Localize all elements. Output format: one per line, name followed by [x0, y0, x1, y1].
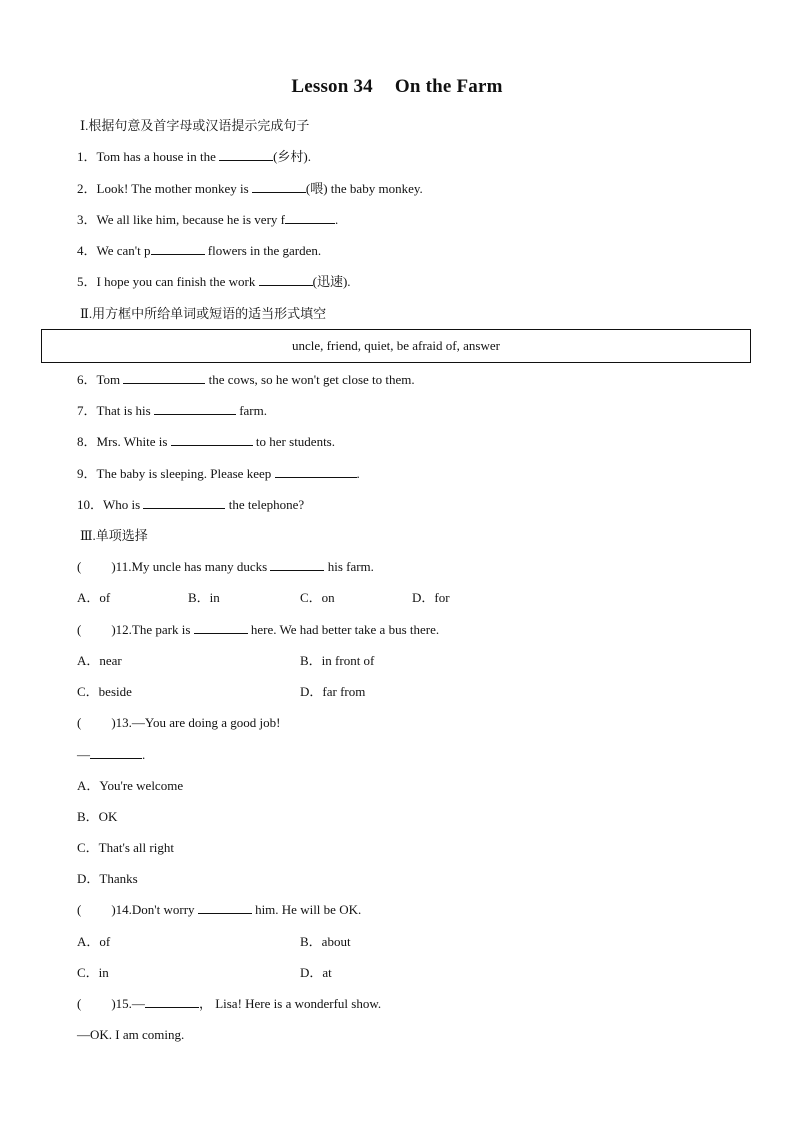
answer-blank[interactable]: [219, 148, 273, 161]
question-4: 4．We can't p flowers in the garden.: [77, 243, 322, 258]
word-box-text: uncle, friend, quiet, be afraid of, answer: [292, 338, 500, 353]
lesson-name: On the Farm: [394, 76, 503, 97]
option-b[interactable]: B．OK: [77, 809, 118, 824]
question-10: 10．Who is the telephone?: [77, 497, 305, 512]
answer-blank[interactable]: [90, 746, 142, 759]
section1-heading: Ⅰ.根据句意及首字母或汉语提示完成句子: [80, 118, 310, 133]
answer-blank[interactable]: [270, 558, 324, 571]
answer-blank[interactable]: [285, 211, 335, 224]
option-c[interactable]: C．beside: [77, 684, 132, 699]
question-1: 1．Tom has a house in the (乡村).: [77, 149, 312, 164]
lesson-number: Lesson 34: [291, 76, 373, 97]
question-2: 2．Look! The mother monkey is (喂) the baby monkey.: [77, 181, 423, 196]
section3-heading: Ⅲ.单项选择: [80, 528, 148, 543]
question-13-reply: — .: [77, 747, 146, 762]
option-d[interactable]: D．for: [412, 590, 450, 605]
option-a[interactable]: A．of: [77, 934, 111, 949]
section2-heading: Ⅱ.用方框中所给单词或短语的适当形式填空: [80, 306, 327, 321]
answer-blank[interactable]: [171, 433, 253, 446]
answer-blank[interactable]: [145, 995, 199, 1008]
answer-blank[interactable]: [198, 901, 252, 914]
answer-blank[interactable]: [143, 496, 225, 509]
option-d[interactable]: D．far from: [300, 684, 366, 699]
option-a[interactable]: A．You're welcome: [77, 778, 184, 793]
option-b[interactable]: B．in front of: [300, 653, 375, 668]
option-c[interactable]: C．on: [300, 590, 335, 605]
question-13: ( )13.—You are doing a good job!: [77, 715, 281, 730]
question-14: ( )14.Don't worry him. He will be OK.: [77, 902, 362, 917]
page-title: [0, 76, 794, 98]
option-c[interactable]: C．in: [77, 965, 109, 980]
option-a[interactable]: A．of: [77, 590, 111, 605]
question-8: 8．Mrs. White is to her students.: [77, 434, 335, 449]
option-b[interactable]: B．in: [188, 590, 220, 605]
question-5: 5．I hope you can finish the work (迅速).: [77, 274, 351, 289]
option-b[interactable]: B．about: [300, 934, 351, 949]
question-12: ( )12.The park is here. We had better take a bus there.: [77, 622, 440, 637]
answer-blank[interactable]: [194, 621, 248, 634]
answer-blank[interactable]: [123, 371, 205, 384]
option-a[interactable]: A．near: [77, 653, 122, 668]
word-box: [41, 329, 751, 363]
question-15: ( )15.— ， Lisa! Here is a wonderful show.: [77, 996, 382, 1011]
answer-blank[interactable]: [275, 465, 357, 478]
question-7: 7．That is his farm.: [77, 403, 267, 418]
question-6: 6．Tom the cows, so he won't get close to them.: [77, 372, 415, 387]
question-15-reply: —OK. I am coming.: [77, 1027, 185, 1042]
answer-blank[interactable]: [154, 402, 236, 415]
question-11: ( )11.My uncle has many ducks his farm.: [77, 559, 374, 574]
question-3: 3．We all like him, because he is very f .: [77, 212, 339, 227]
question-9: 9．The baby is sleeping. Please keep .: [77, 466, 360, 481]
option-d[interactable]: D．at: [300, 965, 332, 980]
answer-blank[interactable]: [252, 180, 306, 193]
option-c[interactable]: C．That's all right: [77, 840, 174, 855]
answer-blank[interactable]: [259, 273, 313, 286]
option-d[interactable]: D．Thanks: [77, 871, 138, 886]
answer-blank[interactable]: [151, 242, 205, 255]
